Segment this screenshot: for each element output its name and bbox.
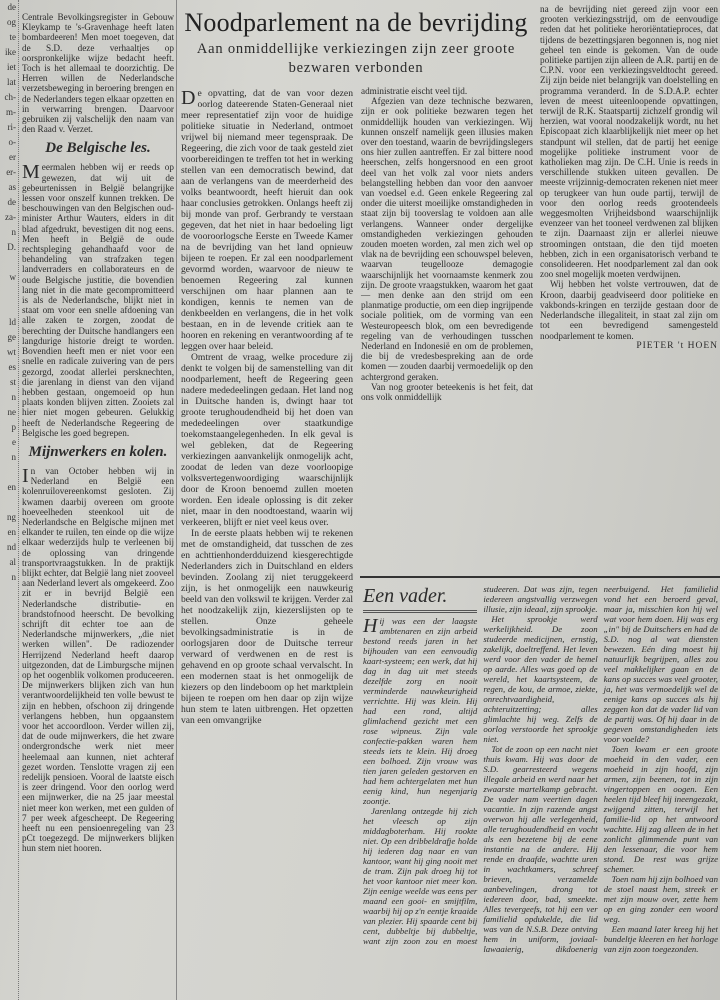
- section-title-belgische-les: De Belgische les.: [45, 140, 151, 157]
- sliver-fragment: n: [11, 392, 16, 402]
- sliver-fragment: [0, 300, 18, 315]
- article-paragraph: Wij hebben het volste vertrouwen, dat de Kroon, daarbij geadviseerd door politieke en vakbonds-kringen en terzijde gestaan door de Nederlandsche illegaliteit, in staat zal zijn om tot een bevredigend samengesteld noodparlement te komen.: [540, 279, 718, 341]
- section-title-mijnwerkers: Mijnwerkers en kolen.: [28, 443, 168, 460]
- sliver-fragment: w: [9, 272, 16, 282]
- article-paragraph: administratie eischt veel tijd.: [361, 86, 468, 96]
- story-paragraph: Een maand later kreeg hij het bundeltje kleeren en het horloge van zijn zoon toegezonden.: [603, 924, 718, 954]
- sliver-fragment: wt: [7, 347, 16, 357]
- intro-text: Centrale Bevolkingsregister in Gebouw Kleykamp te 's-Gravenhage heeft laten bombardeeren! Men moet toegeven, dat de S.D. deze verhaaltjes op oorspronkelijke wijze bedacht heeft. Toch is het allemaal te doorzichtig. De Herren willen de Nederlandsche verzetsbeweging in beroering brengen en de Nederlanders tegen elkaar opzetten en in verwarring brengen. Daarvoor gebruiken zij valschelijk den naam van den Raad v. Verzet.: [22, 12, 174, 135]
- sliver-fragment: en: [7, 482, 16, 492]
- article-title: Noodparlement na de bevrijding: [184, 8, 528, 37]
- sliver-fragment: es: [8, 362, 16, 372]
- sliver-fragment: n: [11, 227, 16, 237]
- sliver-fragment: ld: [8, 317, 16, 327]
- sliver-fragment: nd: [7, 542, 16, 552]
- sliver-fragment: ri-: [7, 122, 16, 132]
- article-subtitle: Aan onmiddellijke verkiezingen zijn zeer groote bezwaren verbonden: [196, 41, 516, 76]
- sliver-fragment: de: [7, 197, 16, 207]
- sliver-fragment: te: [9, 32, 16, 42]
- story-een-vader: [363, 584, 718, 954]
- sliver-fragment: og: [7, 17, 16, 27]
- article-headline: [178, 8, 534, 78]
- sliver-fragment: n: [11, 452, 16, 462]
- section-text-belgische-les: Meermalen hebben wij er reeds op gewezen, dat wij uit de gebeurtenissen in België belangrijke lessen voor onszelf kunnen trekken. De beschouwingen van den Belgischen oud-minister Arthur Wauters, elders in dit blad afgedrukt, bevestigen dit nog eens. Men heeft in België de oude rechtspleging gehandhaafd voor de behandeling van strafzaken tegen landverraders en collaborateurs en de oude Belgische justitie, die bovendien lang niet in die mate gecompromitteerd is als de Nederlandsche, blijkt niet in staat om voor een snelle afdoening van alle zaken te zorgen, zoodat de berechting der Duitsche handlangers een langdurige historie dreigt te worden. Bovendien heeft men er niet voor een snelle en radicale zuivering van de pers gezorgd, zoodat allerlei persknechten, die jarenlang in dienst van den vijand hebben gestaan, ongemoeid op hun plaats konden blijven zitten. Zooiets zal hier niet mogen gebeuren. Gelukkig heeft de Nederlandsche Regeering de Belgische les goed begrepen.: [22, 161, 174, 438]
- sliver-fragment: n: [11, 572, 16, 582]
- sliver-fragment: ge: [7, 332, 16, 342]
- sliver-fragment: st: [9, 377, 16, 387]
- sliver-fragment: al: [9, 557, 16, 567]
- sliver-fragment: lat: [7, 77, 16, 87]
- sliver-fragment: ng: [7, 512, 16, 522]
- article-paragraph: De opvatting, dat de van voor dezen oorlog dateerende Staten-Generaal niet meer representatief zijn voor de huidige politieke situatie in Nederland, ontmoet vrijwel bij niemand meer tegenspraak. De Regeering, die zich voor de taak gesteld ziet voorbereidingen te treffen tot het in werking stellen van een democratisch bewind, dat aan de verlangens van de meerderheid des volks beantwoordt, heeft hieruit dan ook haar conclusies getrokken. Onlangs heeft zij bij monde van prof. Gerbrandy te verstaan gegeven, dat het niet in haar bedoeling ligt de vooroorlogsche Eerste en Tweede Kamer na de bevrijding van het land opnieuw bijeen te roepen. Er zal een noodparlement gevormd worden, waarvoor de nieuw te benoemen Regeering zal kunnen verschijnen om haar plannen aan te kondigen, kennis te nemen van de denkbeelden en verlangens, die in het volk bestaan, en in de levende critiek aan te hooren en rekening en verantwoording af te leggen over haar beleid.: [181, 87, 353, 352]
- story-title: Een vader.: [363, 584, 477, 613]
- article-column-1: [181, 88, 353, 726]
- sliver-fragment: p: [11, 422, 16, 432]
- article-byline: PIETER 't HOEN: [636, 340, 718, 351]
- sliver-fragment: iet: [7, 62, 16, 72]
- sliver-fragment: ike: [5, 47, 16, 57]
- sliver-fragment: D.: [7, 242, 16, 252]
- left-column: [22, 12, 174, 854]
- sliver-fragment: [0, 465, 18, 480]
- sliver-fragment: en: [7, 527, 16, 537]
- sliver-fragment: e: [12, 437, 16, 447]
- section-text-mijnwerkers: In van October hebben wij in Nederland en België een kolenruilovereenkomst gesloten. Zij kwamen daarbij overeen om groote hoeveelheden steenkool uit de Nederlandsche en Belgische mijnen met elkander te ruilen, ten einde op die wijze elkaar wederzijds hulp te verleenen bij de oplossing van dringende transportvraagstukken. In de praktijk blijkt echter, dat België lang niet zooveel aan Nederland levert als omgekeerd. Zoo zit er in bevrijd België een Nederlandsche distributie- en brandstofnood heerscht. De bevolking schrijft dit echter toe aan de Nederlandsche mijnwerkers, „die niet werken willen". De radiozender Herrijzend Nederland heeft daarop uitgezonden, dat de Limburgsche mijnen op het oogenblik volkomen produceeren. De mijnwerkers blijken zich van hun verantwoordelijkheid ten volle bewust te zijn en hebben, ofschoon zij dringende verlangens hebben, hun opgaanstem voor het accoordloon. Verder willen zij, dat de oude mijnwerkers, die het zware ondergrondsche werk niet meer heelemaal aan kunnen, niet achteraf gezet worden. Tenslotte vragen zij een redelijk pensioen. Vooral de laatste eisch is zeer dringend. Voor den oorlog werd een mijnwerker, die na 25 jaar meestal niet meer kon werken, met een gulden of 7 per week afgescheept. De Regeering heeft nu een pensioenregeling van 23 pCt toegezegd. De mijnwerkers blijken hun stem niet hooren.: [22, 464, 174, 854]
- article-paragraph: In de eerste plaats hebben wij te rekenen met de omstandigheid, dat tusschen de zes en achttienhonderdduizend kiesgerechtigde Nederlanders zich in Duitschland en elders bevinden. Zoolang zij niet teruggekeerd zijn, is het onmogelijk een nauwkeurig beeld van den volkswil te krijgen. Verder zal het noodzakelijk zijn, kiezerslijsten op te stellen. Onze geheele bevolkingsadministratie is in de oorlogsjaren door de Duitsche terreur verward of verdwenen en de rest is gehavend en op groote schaal vervalscht. In een modernen staat is het onmogelijk de kiezers op den lindeboom op het marktplein bijeen te roepen om hen daar op zijn wijze hun stem te laten uitbrengen. Het opzetten van een omvangrijke: [181, 528, 353, 726]
- previous-page-edge: [0, 0, 19, 1000]
- sliver-fragment: m-: [6, 107, 16, 117]
- section-divider: [360, 576, 720, 578]
- story-paragraph: Het sprookje werd werkelijkheid. De zoon studeerde medicijnen, ernstig, zakelijk, doeltreffend. Het leven werd voor den vader de hemel op aarde. Alles was goed op de wereld, het kaartsysteem, de regen, de kou, de armoe, ziekte, onrechtvaardigheid, achteruitzetting; alles glimlachte hij weg. Zelfs de oorlog verstoorde het sprookje niet.: [483, 614, 598, 744]
- story-paragraph: Hij was een der laagste ambtenaren en zijn arbeid bestond reeds jaren in het bijhouden van een eenvoudig kaart-systeem; een werk, dat hij dag in dag uit met steeds dezelfde zorg en nooit verminderde nauwkeurigheid verrichtte. Hij was klein. Hij had een rond, altijd glimlachend gezicht met een rose wipneus. Zijn vale confectie-pakken waren hem steeds iets te klein. Hij droeg een bolhoed. Zijn vrouw was tien jaren geleden gestorven en had hem achtergelaten met hun eenig kind, hun negenjarig zoontje.: [363, 615, 478, 806]
- sliver-fragment: de: [7, 2, 16, 12]
- article-paragraph: na de bevrijding niet gereed zijn voor een grooten verkiezingsstrijd, om de eenvoudige reden dat het politieke heroriëntatieproces, dat tijdens de bezettingsjaren begonnen is, nog niet geheel ten einde is gekomen. Van de oude politieke partijen zijn alleen de A.R. partij en de C.P.N. voor een verkiezingsveldtocht gereed. Zij zijn beide niet belangrijk van doelstelling en programma veranderd. In de S.D.A.P. echter leven de meest uiteenloopende opvattingen, terwijl de R.K. Staatspartij zichzelf grondig wil herzien, wat vooral noodzakelijk wordt, nu het Episcopaat zich klaarblijkelijk niet meer op het standpunt wil stellen, dat de partij het eenige mogelijke politieke instrument voor de katholieken mag zijn. De C.H. Unie is reeds in verschillende stukken uiteen gevallen. De meeste vrijzinnig-democraten rekenen niet meer op terugkeer van hun oude partij, terwijl de voor den oorlog reeds grootendeels weggesmolten Vrijheidsbond waarschijnlijk evenzeer van het tooneel verdwenen zal blijken te zijn. Daarnaast zijn er allerlei nieuwe stroomingen ontstaan, die den tijd moeten hebben, zich in een organisatorisch verband te consolideeren. Het noodparlement zal dan ook zoo snel mogelijk moeten verdwijnen.: [540, 4, 718, 280]
- sliver-fragment: za-: [5, 212, 16, 222]
- sliver-fragment: er: [9, 152, 16, 162]
- story-paragraph: Jarenlang ontzegde hij zich het vleesch op zijn middagboterham. Hij rookte niet. Op een dribbeldrafje holde hij iederen dag naar en van kantoor, want hij ging nooit met de tram. Zijn pak droeg hij tot het voor kantoor niet meer kon. Zijn eenige weelde was eens per maand een gooi- en smijtfilm, waarbij hij op z'n eentje kraaide van plezier. Hij spaarde cent bij cent, dubbeltje bij dubbeltje, want zijn zoon zou en moest studeeren. Dat was zijn, tegen iedereen angstvallig verzwegen illusie, zijn ideaal, zijn sprookje.: [363, 584, 598, 946]
- sliver-fragment: ne: [7, 407, 16, 417]
- story-paragraph: Tot de zoon op een nacht niet thuis kwam. Hij was door de S.D. gearresteerd wegens illegale arbeid en werd naar het zwaarste martelkamp gebracht. De vader nam veertien dagen vacantie. In zijn razende angst overwon hij alle verlegenheid, alle terughoudendheid en vocht als een bezetene bij de eene instantie na de andere. Hij rende en draafde, wachtte uren in wachtkamers, schreef brieven, verzamelde aanbevelingen, drong tot iedereen door, bad, smeekte. Alles tevergeefs, tot hij een ver familielid opdukelde, die lid was van de N.S.B. Deze ontving hem in uniform, joviaal-lawaaierig, dikdoenerig neerbuigend. Het familielid vond het een beroerd geval, maar ja, misschien kon hij wel wat voor hem doen. Hij was erg „in" bij de Duitschers en had de S.D. nog al wat diensten bewezen. Eén ding moest hij natuurlijk begrijpen, alles zou veel makkelijker gaan en de kans op succes was veel grooter, ja, het was vermoedelijk wel de eenige kans op succes als hij zeggen kon dat de vader lid van de partij was. Of hij daar in de gegeven omstandigheden iets voor voelde?: [483, 584, 718, 954]
- article-column-3: [540, 4, 718, 351]
- column-divider: [176, 0, 177, 1000]
- article-paragraph: Afgezien van deze technische bezwaren, zijn er ook politieke bezwaren tegen het onmiddellijk houden van verkiezingen. Wij kunnen onszelf namelijk geen illusies maken over den toestand, waarin de bevrijdingslegers ons hier zullen aantreffen. Er zal bittere nood heerschen, zelfs hongersnood en een groot deel van het volk zal voor niets anders belangstelling hebben dan voor den aanvoer van voedsel e.d. Geen enkele Regeering zal onder die uiterst moeilijke omstandigheden in staat zijn bij tooverslag te voldoen aan alle verlangens. Wanneer onder dergelijke omstandigheden verkiezingen gehouden zouden moeten worden, zal men zich wel op vlak na de bevrijding een schouwspel beleven, waarvan teugellooze demagogie waarschijnlijk het voornaamste kenmerk zou zijn. De groote vraagstukken, waarom het gaat — men denke aan den strijd om een planmatige productie, om een diep ingrijpende sociale politiek, om de vorming van een Westeuropeesch blok, om een bevredigende regeling van de verhoudingen tusschen Nederland en Indonesië en om de problemen, die bij de vredesbespreking aan de orde komen — zouden daarbij vermoedelijk op den achtergrond geraken.: [361, 96, 533, 382]
- sliver-fragment: [0, 285, 18, 300]
- article-paragraph: Van nog grooter beteekenis is het feit, dat ons volk onmiddellijk: [361, 381, 533, 403]
- sliver-fragment: as: [8, 182, 16, 192]
- article-paragraph: Omtrent de vraag, welke procedure zij denkt te volgen bij de samenstelling van dit noodparlement, heeft de Regeering geen nadere mededeelingen gedaan. Het land nog in Duitsche handen is, dwingt haar tot groote terughoudendheid bij het doen van mededeelingen over staatkundige toekomstaangelegenheden. In elk geval is wel gebleken, dat de Regeering verkiezingen aanvankelijk onmogelijk acht, zoodat de leden van deze voorloopige volksvertegenwoordiging waarschijnlijk door de Kroon benoemd zullen moeten worden. Een ideale oplossing is dit zeker niet, maar in den noodtoestand, waarin wij verkeeren, blijft er niet veel keus over.: [181, 352, 353, 528]
- story-paragraph: Toen kwam er een groote moeheid in den vader, een moeheid in zijn hoofd, zijn armen, zijn beenen, tot in zijn vingertoppen en oogen. Een heelen tijd bleef hij ineengezakt, zwijgend zitten, terwijl het familie-lid op het antwoord wachtte. Hij zag alleen de in het zonlicht glimmende punt van den lessenaar, die voor hem stond. De rest was grijze schemer.: [603, 744, 718, 874]
- sliver-fragment: [0, 495, 18, 510]
- article-column-2: [361, 86, 533, 402]
- sliver-fragment: ch-: [4, 92, 16, 102]
- story-paragraph: Toen nam hij zijn bolhoed van de stoel naast hem, streek er met zijn mouw over, zette hem op en ging zonder een woord weg.: [603, 874, 718, 924]
- sliver-fragment: [0, 255, 18, 270]
- sliver-fragment: o-: [8, 137, 16, 147]
- sliver-fragment: er-: [6, 167, 16, 177]
